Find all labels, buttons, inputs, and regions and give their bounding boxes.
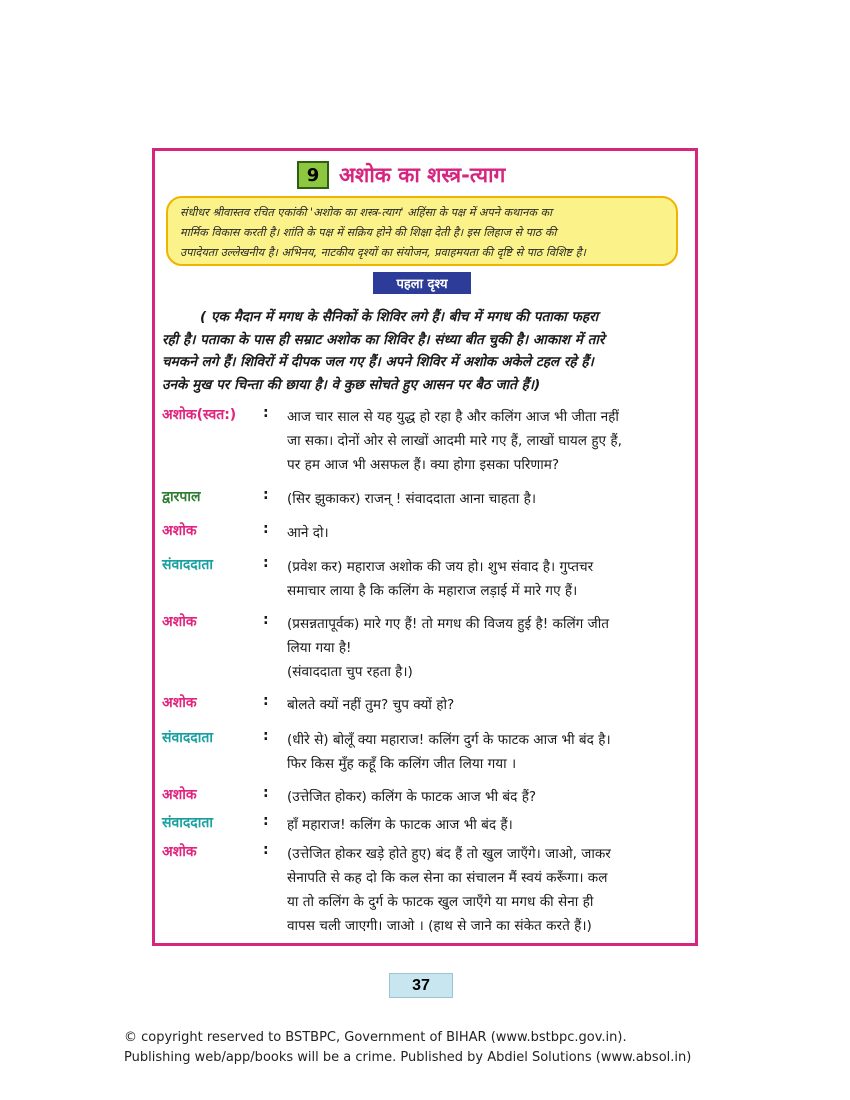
speaker-name: अशोक xyxy=(162,695,197,711)
copyright-line: Publishing web/app/books will be a crime. Published by Abdiel Solutions (www.absol.in) xyxy=(124,1050,692,1065)
stage-line: ( एक मैदान में मगध के सैनिकों के शिविर लगे हैं। बीच में मगध की पताका फहरा xyxy=(200,309,599,325)
chapter-title: अशोक का शस्त्र-त्याग xyxy=(339,163,506,187)
dialogue-line: (उत्तेजित होकर खड़े होते हुए) बंद हैं तो खुल जाएँगे। जाओ, जाकर xyxy=(287,846,611,862)
dialogue-line: समाचार लाया है कि कलिंग के महाराज लड़ाई में मारे गए हैं। xyxy=(287,583,578,599)
dialogue-line: सेनापति से कह दो कि कल सेना का संचालन मैं स्वयं करूँगा। कल xyxy=(287,870,608,886)
speaker-colon: : xyxy=(263,728,269,744)
summary-line: संधीधर श्रीवास्तव रचित एकांकी 'अशोक का शस्त्र-त्याग' अहिंसा के पक्ष में अपने कथानक का xyxy=(180,206,552,219)
dialogue-line: या तो कलिंग के दुर्ग के फाटक खुल जाएँगे या मगध की सेना ही xyxy=(287,894,594,910)
dialogue-line: (सिर झुकाकर) राजन् ! संवाददाता आना चाहता है। xyxy=(287,491,536,507)
dialogue-text xyxy=(287,555,687,603)
dialogue-text xyxy=(287,612,687,684)
speaker-colon: : xyxy=(263,785,269,801)
speaker-name: अशोक xyxy=(162,614,197,630)
copyright-notice xyxy=(124,1028,744,1068)
scene-label: पहला दृश्य xyxy=(373,272,471,294)
stage-line: रही है। पताका के पास ही सम्राट अशोक का शिविर है। संध्या बीत चुकी है। आकाश में तारे xyxy=(162,331,605,348)
speaker-colon: : xyxy=(263,405,269,421)
speaker-name: अशोक xyxy=(162,523,197,539)
dialogue-line: फिर किस मुँह कहूँ कि कलिंग जीत लिया गया । xyxy=(287,756,517,772)
dialogue-line: (धीरे से) बोलूँ क्या महाराज! कलिंग दुर्ग के फाटक आज भी बंद है। xyxy=(287,732,611,748)
speaker-colon: : xyxy=(263,693,269,709)
dialogue-line: (प्रसन्नतापूर्वक) मारे गए हैं! तो मगध की विजय हुई है! कलिंग जीत xyxy=(287,616,610,632)
dialogue-line: (संवाददाता चुप रहता है।) xyxy=(287,664,413,680)
dialogue-line: पर हम आज भी असफल हैं। क्या होगा इसका परिणाम? xyxy=(287,457,560,473)
copyright-line: © copyright reserved to BSTBPC, Government of BIHAR (www.bstbpc.gov.in). xyxy=(124,1030,627,1045)
speaker-colon: : xyxy=(263,487,269,503)
speaker-name: अशोक(स्वत:) xyxy=(162,407,237,423)
stage-directions xyxy=(162,306,692,396)
speaker-colon: : xyxy=(263,813,269,829)
dialogue-text xyxy=(287,728,687,776)
chapter-summary-box xyxy=(166,196,678,266)
dialogue-line: आने दो। xyxy=(287,525,329,541)
speaker-name: संवाददाता xyxy=(162,815,213,831)
dialogue-line: (प्रवेश कर) महाराज अशोक की जय हो। शुभ संवाद है। गुप्तचर xyxy=(287,559,594,575)
dialogue-text xyxy=(287,487,687,511)
speaker-colon: : xyxy=(263,521,269,537)
dialogue-line: लिया गया है! xyxy=(287,640,352,656)
dialogue-line: (उत्तेजित होकर) कलिंग के फाटक आज भी बंद हैं? xyxy=(287,789,537,805)
speaker-name: अशोक xyxy=(162,844,197,860)
dialogue-line: वापस चली जाएगी। जाओ । (हाथ से जाने का संकेत करते हैं।) xyxy=(287,918,592,934)
dialogue-text xyxy=(287,521,687,545)
dialogue-line: बोलते क्यों नहीं तुम? चुप क्यों हो? xyxy=(287,697,455,713)
speaker-name: अशोक xyxy=(162,787,197,803)
speaker-name: द्वारपाल xyxy=(162,489,201,505)
summary-line: मार्मिक विकास करती है। शांति के पक्ष में सक्रिय होने की शिक्षा देती है। इस लिहाज से पाठ की xyxy=(180,226,557,239)
chapter-number: 9 xyxy=(297,161,329,189)
dialogue-text xyxy=(287,785,687,809)
chapter-heading xyxy=(297,160,505,190)
speaker-name: संवाददाता xyxy=(162,730,213,746)
speaker-colon: : xyxy=(263,842,269,858)
stage-line: चमकने लगे हैं। शिविरों में दीपक जल गए हैं। अपने शिविर में अशोक अकेले टहल रहे हैं। xyxy=(162,354,594,370)
speaker-colon: : xyxy=(263,612,269,628)
dialogue-text xyxy=(287,405,687,477)
dialogue-text xyxy=(287,693,687,717)
dialogue-text xyxy=(287,842,687,938)
speaker-name: संवाददाता xyxy=(162,557,213,573)
dialogue-line: आज चार साल से यह युद्ध हो रहा है और कलिंग आज भी जीता नहीं xyxy=(287,409,619,425)
dialogue-line: हाँ महाराज! कलिंग के फाटक आज भी बंद हैं। xyxy=(287,817,513,833)
stage-line: उनके मुख पर चिन्ता की छाया है। वे कुछ सोचते हुए आसन पर बैठ जाते हैं।) xyxy=(162,376,541,393)
dialogue-line: जा सका। दोनों ओर से लाखों आदमी मारे गए हैं, लाखों घायल हुए हैं, xyxy=(287,433,622,449)
summary-line: उपादेयता उल्लेखनीय है। अभिनय, नाटकीय दृश्यों का संयोजन, प्रवाहमयता की दृष्टि से पाठ विशिष्ट है। xyxy=(180,246,586,259)
dialogue-text xyxy=(287,813,687,837)
page-number: 37 xyxy=(389,973,453,998)
speaker-colon: : xyxy=(263,555,269,571)
